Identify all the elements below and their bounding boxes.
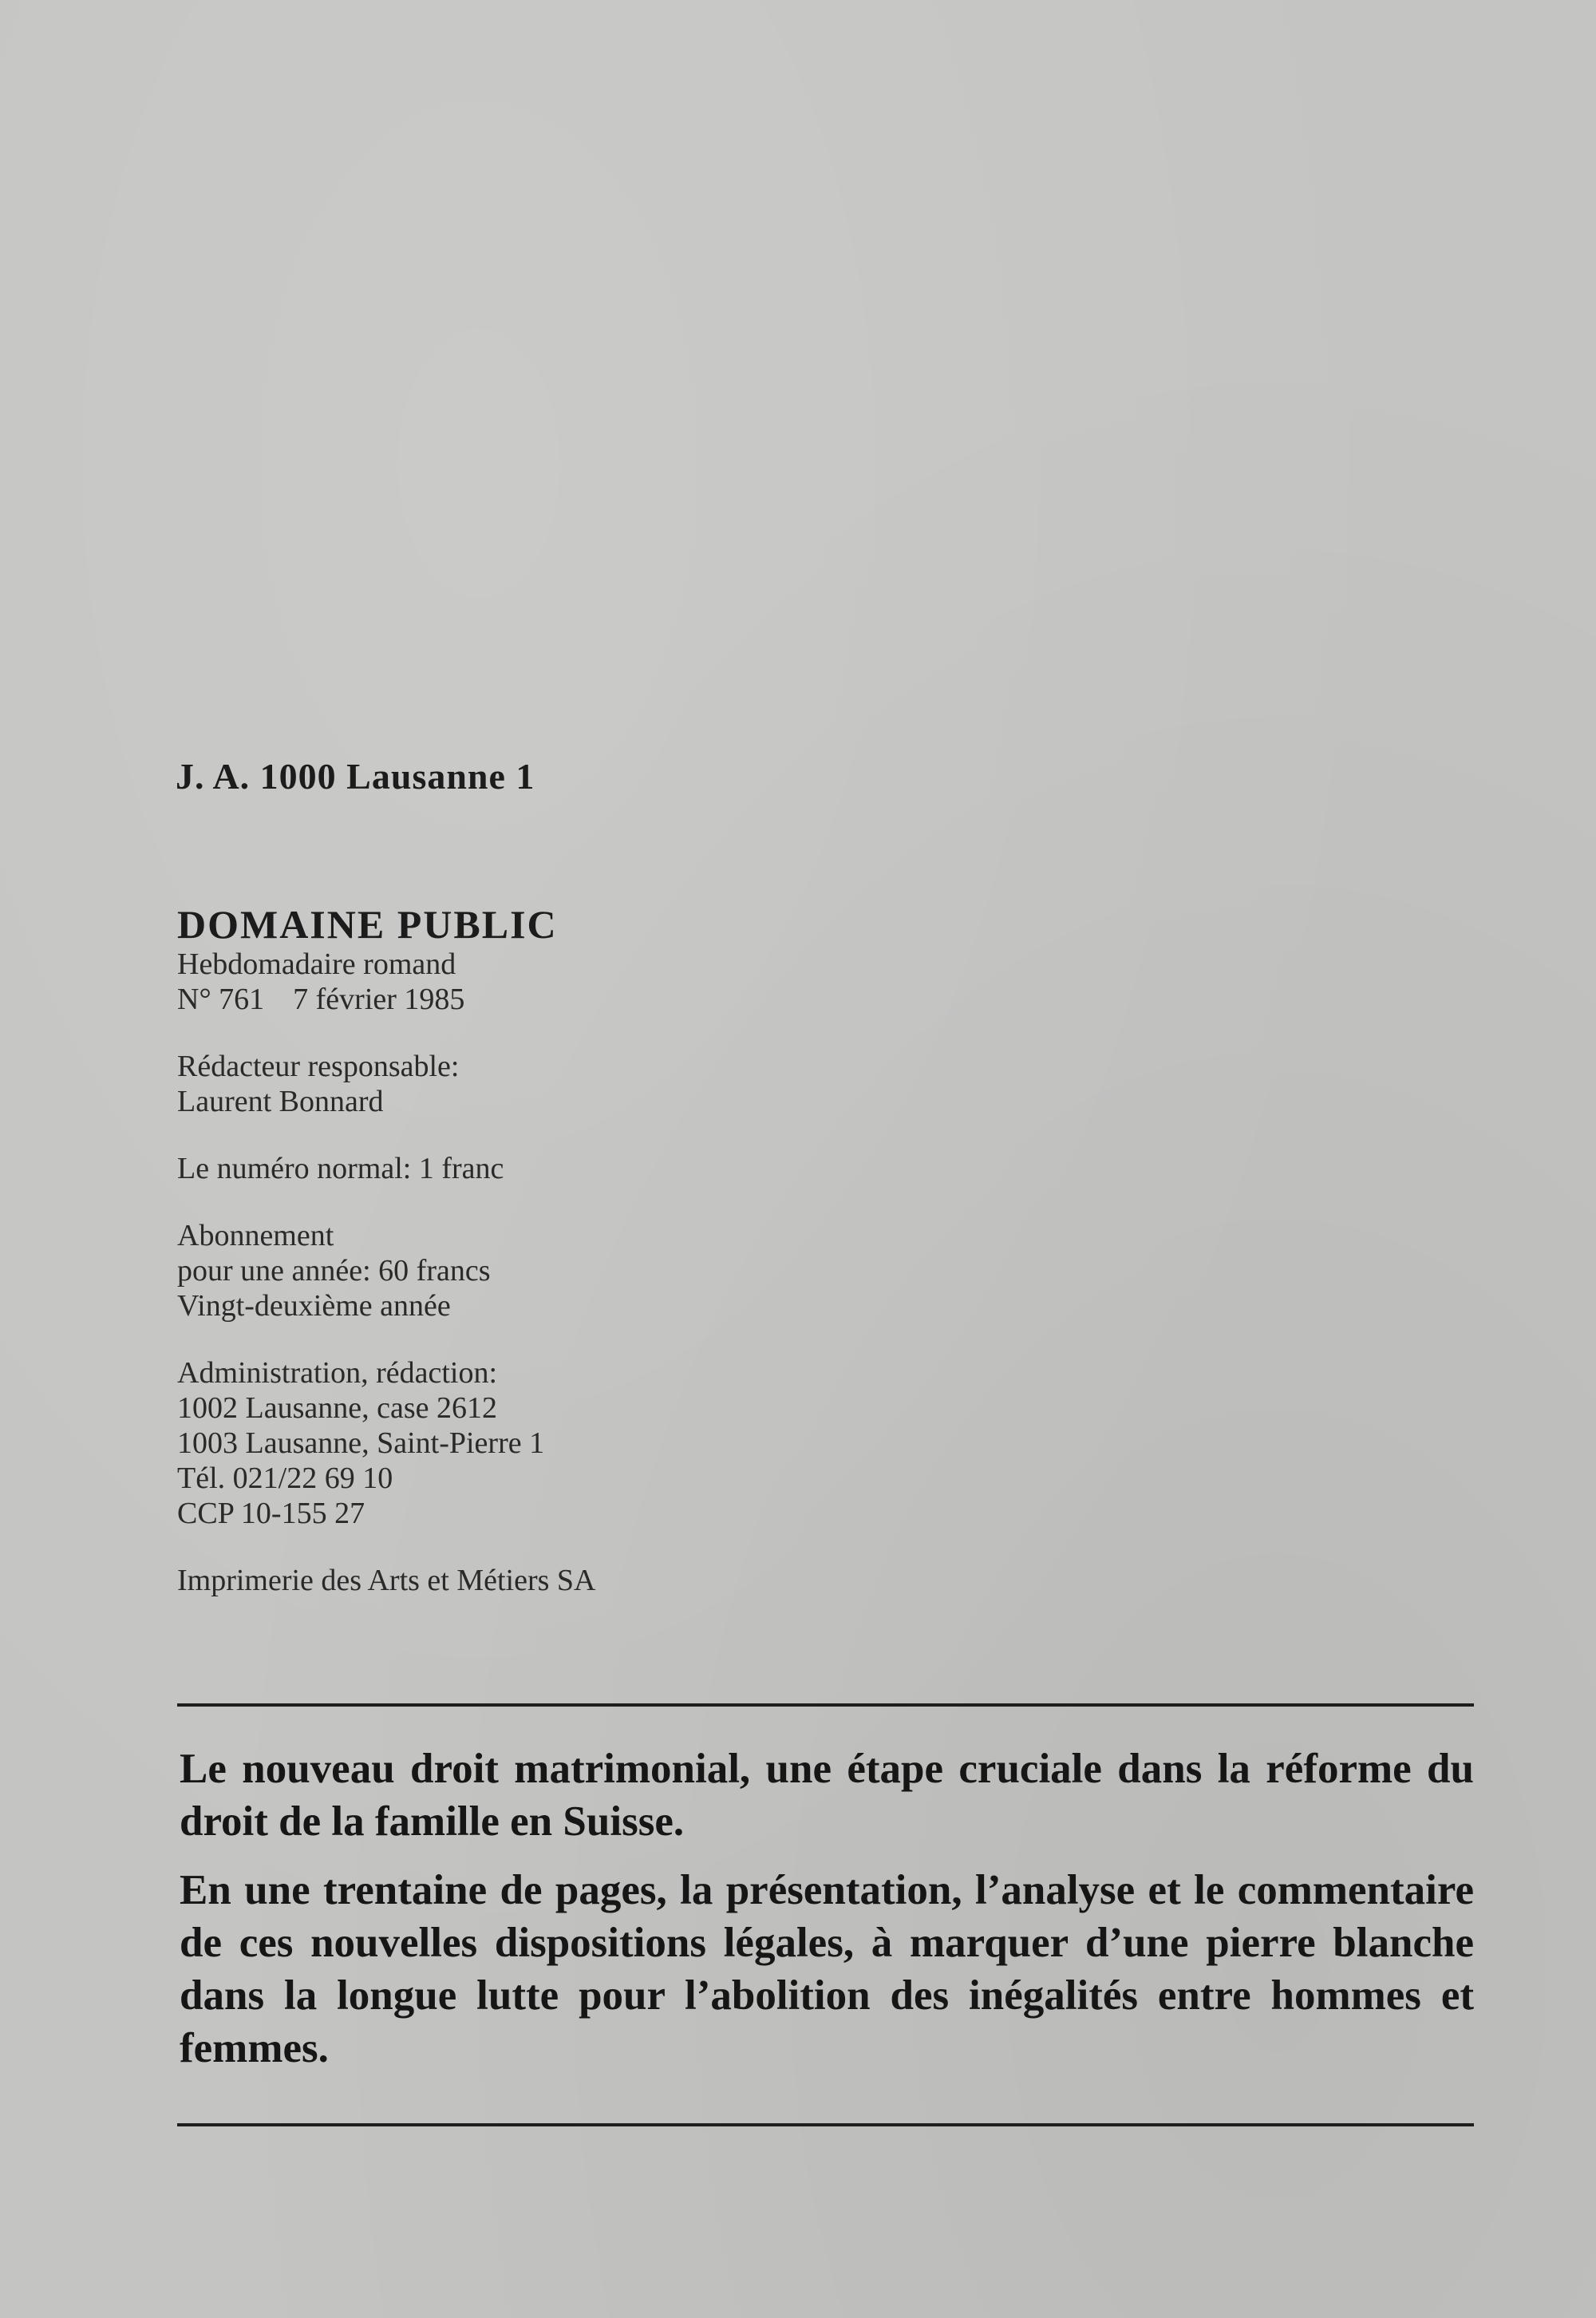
price-block	[177, 1151, 895, 1186]
editor-label: Rédacteur responsable:	[177, 1050, 460, 1083]
ccp-account: CCP 10-155 27	[177, 1497, 365, 1530]
announcement	[180, 1742, 1474, 2075]
admin-label: Administration, rédaction:	[177, 1356, 498, 1390]
subscription-price: pour une année: 60 francs	[177, 1254, 491, 1288]
address-line-1: 1002 Lausanne, case 2612	[177, 1391, 497, 1425]
issue-date: 7 février 1985	[293, 983, 465, 1016]
postal-franking: J. A. 1000 Lausanne 1	[176, 756, 535, 797]
phone-number: Tél. 021/22 69 10	[177, 1462, 393, 1495]
publication-subtitle: Hebdomadaire romand	[177, 947, 456, 981]
announcement-body: En une trentaine de pages, la présentation, l’analyse et le commentaire de ces nouvelles dispositions légales, à marquer d’une pierre blanche dans la longue lutte pour l’abolition des inégalités entre hommes et femmes.	[180, 1867, 1474, 2071]
issue-price: Le numéro normal: 1 franc	[177, 1152, 504, 1185]
administration-block	[177, 1355, 895, 1531]
issue-number: N° 761	[177, 983, 265, 1016]
masthead-block	[177, 902, 895, 1598]
divider-top	[177, 1703, 1474, 1707]
publication-title: DOMAINE PUBLIC	[177, 902, 558, 947]
announcement-headline: Le nouveau droit matrimonial, une étape cruciale dans la réforme du droit de la famille en Suisse.	[180, 1746, 1474, 1845]
publication-volume: Vingt-deuxième année	[177, 1289, 451, 1323]
editor-name: Laurent Bonnard	[177, 1085, 384, 1118]
divider-bottom	[177, 2123, 1474, 2126]
subscription-label: Abonnement	[177, 1219, 334, 1252]
issue-info	[177, 982, 895, 1017]
printer-block	[177, 1563, 895, 1598]
subscription-block	[177, 1218, 895, 1323]
address-line-2: 1003 Lausanne, Saint-Pierre 1	[177, 1426, 545, 1460]
editor-block	[177, 1049, 895, 1119]
printer-name: Imprimerie des Arts et Métiers SA	[177, 1564, 596, 1597]
